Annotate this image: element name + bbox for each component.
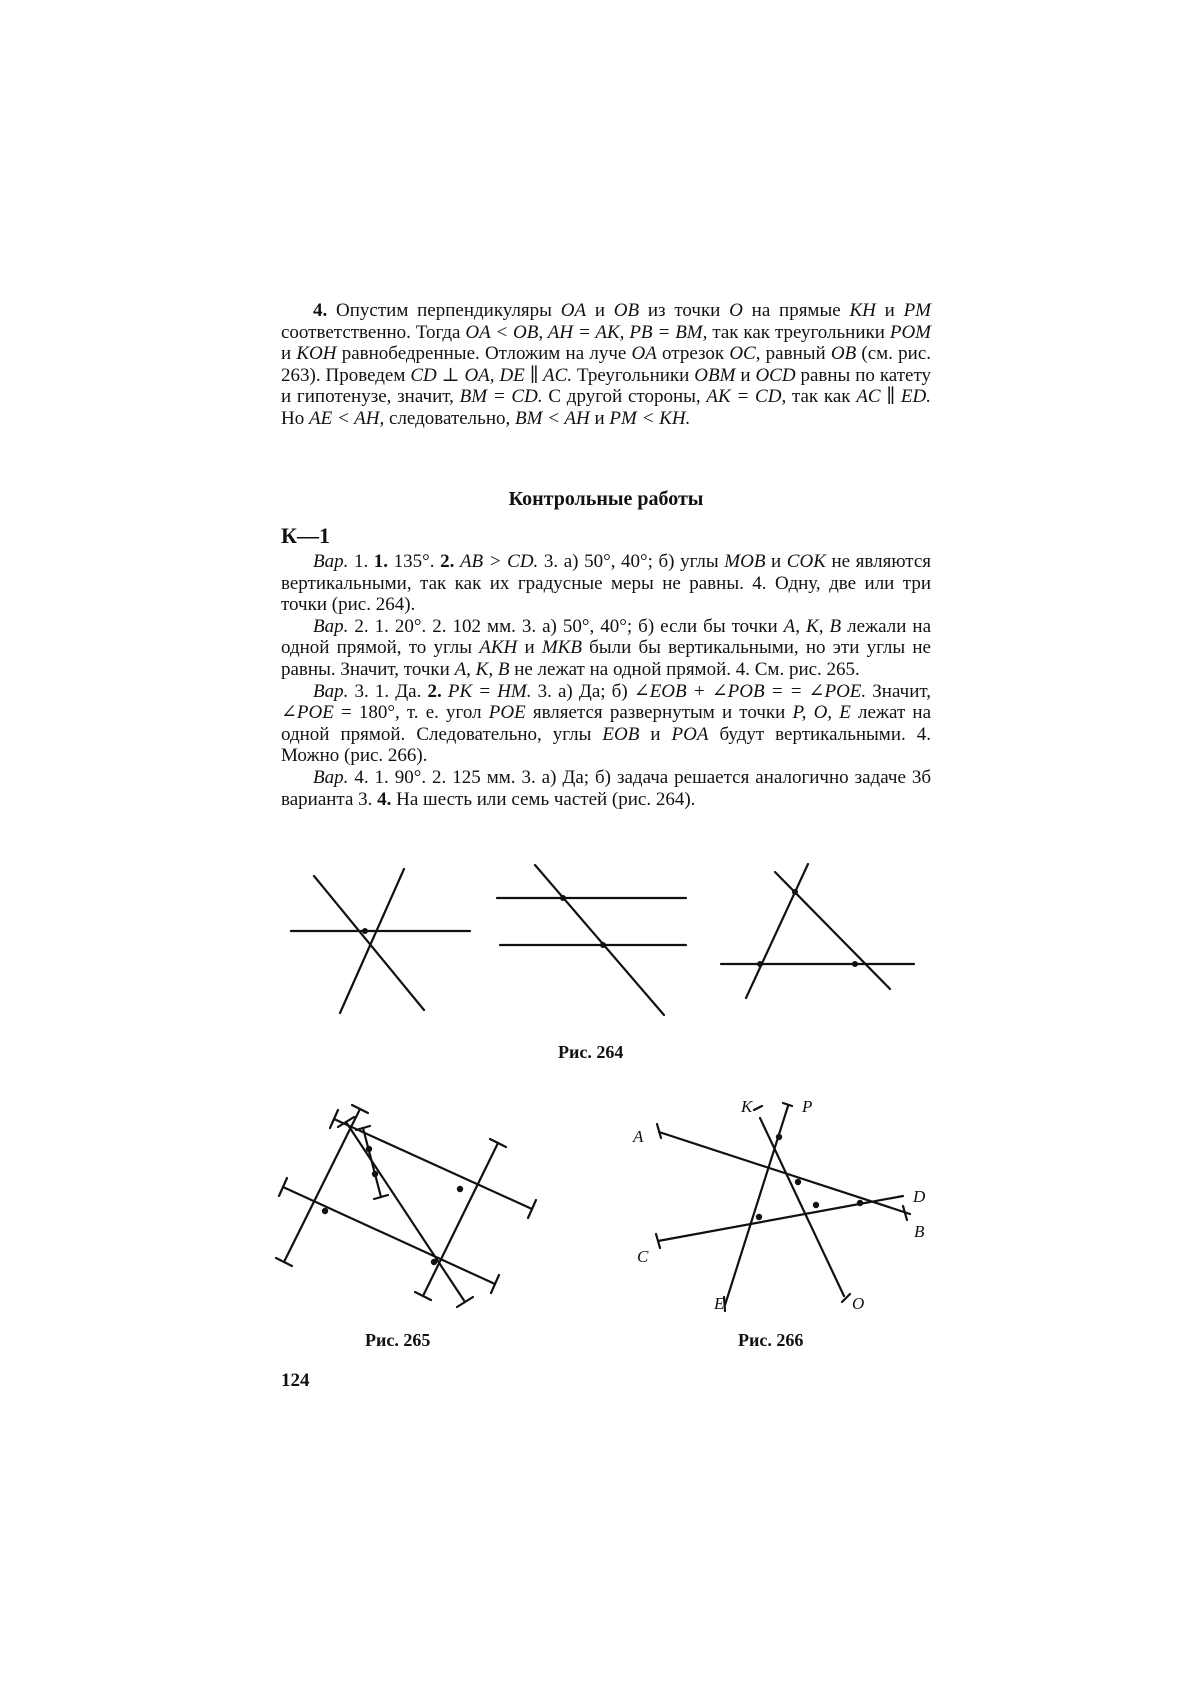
fig266-label-E: E [714, 1294, 725, 1313]
text-run: соответственно. Тогда [281, 321, 466, 343]
text-run: PK = HM. [447, 680, 532, 702]
text-run: OC [729, 343, 756, 365]
text-run: ∠EOB + ∠POB = = ∠POE. [633, 680, 867, 702]
caption-fig-264: Рис. 264 [558, 1042, 624, 1062]
text-run: и [281, 343, 297, 365]
variants-block [281, 551, 931, 810]
caption-fig-265: Рис. 265 [365, 1330, 431, 1350]
solution-4-text [281, 300, 931, 429]
text-run: и [586, 300, 614, 321]
variant-3-paragraph [281, 681, 931, 767]
text-run: равнобедренные. Отложим на луче [336, 343, 632, 365]
text-run: 2. [427, 680, 442, 702]
text-run: AK = CD, [706, 386, 787, 408]
fig264-right-line-b [775, 872, 890, 989]
text-run: лежали на одной прямой, то углы [281, 615, 932, 659]
text-run: так как [786, 386, 857, 408]
text-run: На шесть или семь частей (рис. 264). [391, 788, 696, 810]
text-run: AB > CD. [459, 551, 539, 572]
variant-1-paragraph [281, 551, 931, 616]
figure-266 [630, 1080, 930, 1330]
text-run: и [765, 551, 787, 572]
fig265-point-5 [431, 1259, 437, 1265]
text-run: 3. а) 50°, 40°; б) углы [538, 551, 725, 572]
text-run: С другой стороны, [542, 386, 707, 408]
text-run: равны по катету и гипотенузе, значит, [281, 364, 932, 408]
text-run: 4. [377, 788, 392, 810]
text-run: 135°. [388, 551, 441, 572]
text-run: OB [613, 300, 640, 321]
fig266-label-P: P [802, 1097, 813, 1116]
text-run: Опустим перпендикуляры [327, 300, 561, 321]
text-run: Вар. [313, 766, 349, 788]
fig264-left-line-b [340, 869, 404, 1013]
page-number: 124 [281, 1370, 310, 1391]
text-run: POM [889, 321, 931, 343]
fig264-left-line-a [314, 876, 424, 1010]
fig266-point-1 [776, 1134, 782, 1140]
text-run: и [517, 637, 542, 659]
figure-264 [270, 850, 920, 1030]
text-run: из точки [639, 300, 730, 321]
text-run: OA < OB, AH = AK, PB = BM, [465, 321, 708, 343]
fig264-right [721, 864, 914, 998]
fig266-label-C: C [637, 1247, 649, 1266]
text-run: OCD [755, 364, 796, 386]
text-run: является развернутым и точки [525, 702, 793, 724]
text-run: OB [830, 343, 857, 365]
text-run: ∠POE [281, 702, 334, 724]
text-run: 2. [440, 551, 455, 572]
text-run: Вар. [313, 615, 349, 637]
text-run: A, K, B [454, 658, 510, 680]
fig264-right-point-right [852, 961, 858, 967]
text-run: Значит, [866, 680, 931, 702]
fig265-line-5 [346, 1122, 465, 1302]
text-run: отрезок [656, 343, 730, 365]
fig266-label-A: A [633, 1127, 644, 1146]
text-run: OA [631, 343, 657, 365]
text-run: не являются вертикальными, так как их градусные меры не равны. 4. Одну, две или три точки (рис. 264). [281, 551, 931, 616]
fig265-end-ticks [276, 1105, 536, 1307]
solution-4-number: 4. [313, 300, 328, 321]
fig264-right-point-left [757, 961, 763, 967]
fig266-point-5 [756, 1214, 762, 1220]
fig264-right-line-a [746, 864, 808, 998]
text-run: PM [903, 300, 932, 321]
text-run: P, O, E [792, 702, 851, 724]
text-run: AKH [479, 637, 518, 659]
fig266-label-O: O [852, 1294, 865, 1313]
text-run: лежат на одной прямой. Следовательно, углы [281, 702, 932, 745]
fig265-point-2 [372, 1171, 378, 1177]
fig264-middle-point-top [560, 895, 566, 901]
fig266-point-3 [813, 1202, 819, 1208]
text-run: 3. а) Да; б) [531, 680, 634, 702]
fig266-label-D: D [913, 1187, 926, 1206]
text-run: следовательно, [384, 407, 515, 429]
figure-265 [270, 1085, 550, 1325]
fig265-point-4 [322, 1208, 328, 1214]
text-run: 1. [348, 551, 374, 572]
text-run: BM = CD. [459, 386, 543, 408]
fig266-line-KO [760, 1118, 844, 1296]
text-run: COK [786, 551, 826, 572]
text-run: = 180°, т. е. угол [333, 702, 489, 724]
text-run: и [589, 407, 610, 429]
fig264-middle-point-bottom [600, 942, 606, 948]
text-run: KH [849, 300, 876, 321]
fig264-middle-transversal [535, 865, 664, 1015]
fig266-end-ticks [656, 1103, 907, 1311]
fig266-label-B: B [914, 1222, 925, 1241]
text-run: POA [671, 723, 709, 745]
fig264-left [291, 869, 470, 1013]
text-run: EOB [602, 723, 640, 745]
text-run: AC ∥ ED. [856, 386, 931, 408]
text-run: MOB [724, 551, 766, 572]
fig266-line-CD [658, 1196, 903, 1241]
text-run: PM < KH. [609, 407, 691, 429]
text-run: BM < AH [515, 407, 590, 429]
text-run: Вар. [313, 551, 349, 572]
fig265-line-4 [423, 1143, 498, 1296]
text-run: MKB [541, 637, 582, 659]
fig264-middle [497, 865, 686, 1015]
variant-4-paragraph [281, 767, 931, 810]
text-run: AE < AH, [308, 407, 385, 429]
text-run: Вар. [313, 680, 349, 702]
fig266-label-K: K [741, 1097, 753, 1116]
fig264-right-point-top [792, 889, 798, 895]
solution-4-block [281, 300, 931, 430]
text-run: и [735, 364, 756, 386]
variant-2-paragraph [281, 616, 931, 681]
solution-4-paragraph [281, 300, 931, 430]
text-run: POE [488, 702, 526, 724]
text-run: Треугольники [572, 364, 695, 386]
fig266-point-4 [857, 1200, 863, 1206]
text-run: KOH [296, 343, 337, 365]
section-title: Контрольные работы [508, 488, 704, 510]
text-run: 1. [373, 551, 389, 572]
fig265-point-1 [366, 1146, 372, 1152]
text-run: A, K, B [783, 615, 842, 637]
text-run: OBM [694, 364, 736, 386]
text-run: были бы вертикальными, но эти углы не равны. Значит, точки [281, 637, 931, 680]
text-run: Но [281, 407, 309, 429]
text-run: (см. рис. 263). Проведем [281, 343, 932, 386]
fig266-point-2 [795, 1179, 801, 1185]
text-run: , равный [755, 343, 831, 365]
text-run: OA [560, 300, 587, 321]
fig265-point-3 [457, 1186, 463, 1192]
text-run: CD ⊥ OA, DE ∥ AC. [410, 364, 573, 386]
text-run: на прямые [742, 300, 850, 321]
text-run: так как треугольники [707, 321, 890, 343]
text-run: будут вертикальными. 4. Можно (рис. 266). [281, 723, 931, 767]
text-run: 3. 1. Да. [348, 680, 428, 702]
text-run: и [639, 723, 672, 745]
fig265-line-3 [284, 1109, 360, 1262]
test-label: К—1 [281, 523, 330, 548]
fig264-left-intersection-point [362, 928, 368, 934]
text-run: 4. 1. 90°. 2. 125 мм. 3. а) Да; б) задача решается аналогично задаче 3б варианта 3. [281, 766, 931, 810]
text-run: O [729, 300, 743, 321]
text-run: не лежат на одной прямой. 4. См. рис. 265. [509, 658, 860, 680]
caption-fig-266: Рис. 266 [738, 1330, 804, 1350]
text-run: и [875, 300, 904, 321]
text-run: 2. 1. 20°. 2. 102 мм. 3. а) 50°, 40°; б) если бы точки [348, 615, 784, 637]
